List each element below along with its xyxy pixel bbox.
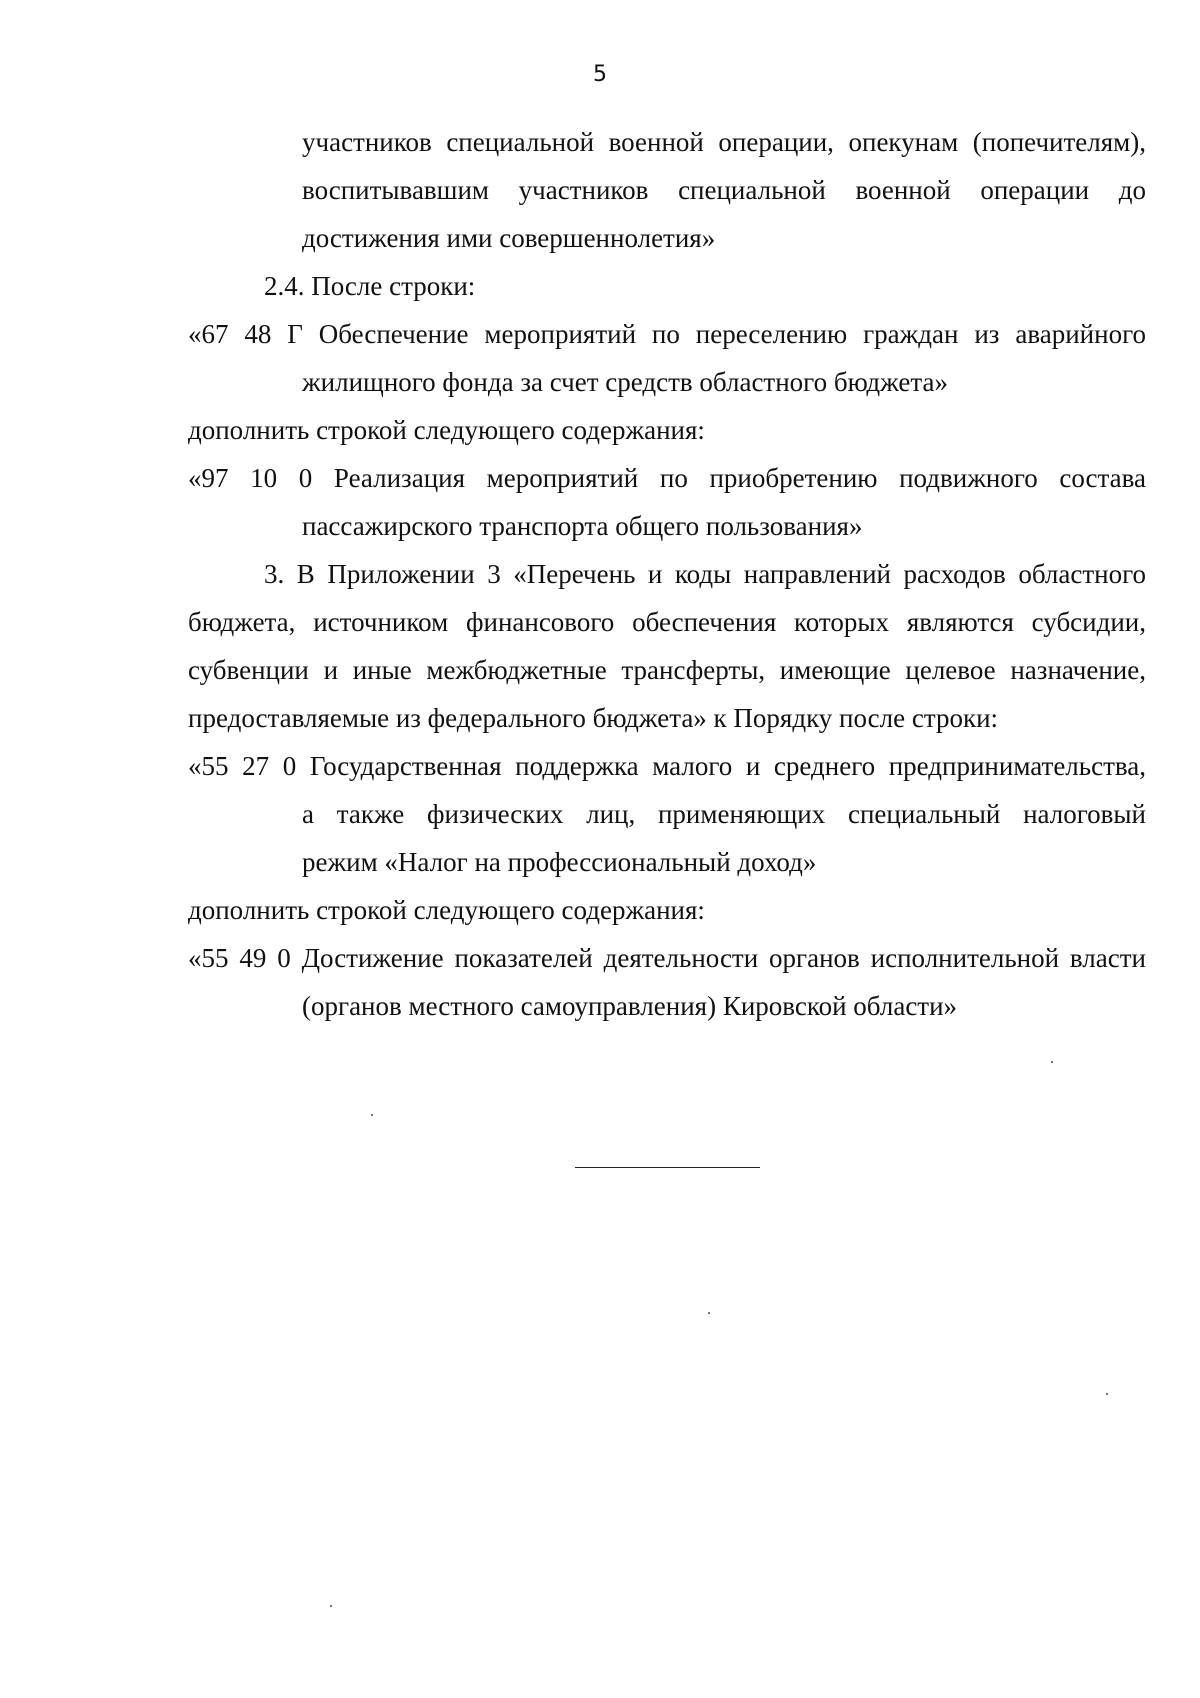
text-line: предоставляемые из федерального бюджета» к Порядку после строки: bbox=[188, 703, 999, 733]
code-entry-line: «97 10 0 Реализация мероприятий по приобретению подвижного состава bbox=[188, 463, 1146, 493]
text-line: воспитывавшим участников специальной военной операции до bbox=[302, 175, 1146, 205]
code-entry-line: «55 49 0 Достижение показателей деятельности органов исполнительной власти bbox=[188, 943, 1146, 973]
scan-speck bbox=[708, 1312, 710, 1314]
paragraph-heading: 3. В Приложении 3 «Перечень и коды направлений расходов областного bbox=[264, 559, 1146, 589]
scan-speck bbox=[330, 1605, 332, 1607]
text-line: жилищного фонда за счет средств областного бюджета» bbox=[302, 367, 948, 397]
text-line: режим «Налог на профессиональный доход» bbox=[302, 847, 817, 877]
code-entry-line: «55 27 0 Государственная поддержка малого и среднего предпринимательства, bbox=[188, 751, 1146, 781]
scan-speck bbox=[1051, 1061, 1053, 1063]
text-line: достижения ими совершеннолетия» bbox=[302, 223, 716, 253]
text-line: (органов местного самоуправления) Кировской области» bbox=[302, 991, 958, 1021]
paragraph-heading: 2.4. После строки: bbox=[264, 271, 476, 301]
text-line: участников специальной военной операции, опекунам (попечителям), bbox=[302, 127, 1146, 157]
code-entry-line: «67 48 Г Обеспечение мероприятий по переселению граждан из аварийного bbox=[188, 319, 1146, 349]
scan-speck bbox=[1106, 1393, 1108, 1395]
text-line: дополнить строкой следующего содержания: bbox=[188, 415, 705, 445]
text-line: субвенции и иные межбюджетные трансферты, имеющие целевое назначение, bbox=[188, 655, 1146, 685]
text-line: бюджета, источником финансового обеспечения которых являются субсидии, bbox=[188, 607, 1146, 637]
text-line: дополнить строкой следующего содержания: bbox=[188, 895, 705, 925]
text-line: пассажирского транспорта общего пользования» bbox=[302, 511, 863, 541]
end-of-text-rule bbox=[575, 1167, 760, 1168]
text-line: а также физических лиц, применяющих специальный налоговый bbox=[302, 799, 1146, 829]
scan-speck bbox=[371, 1114, 373, 1116]
page-number: 5 bbox=[593, 62, 607, 87]
